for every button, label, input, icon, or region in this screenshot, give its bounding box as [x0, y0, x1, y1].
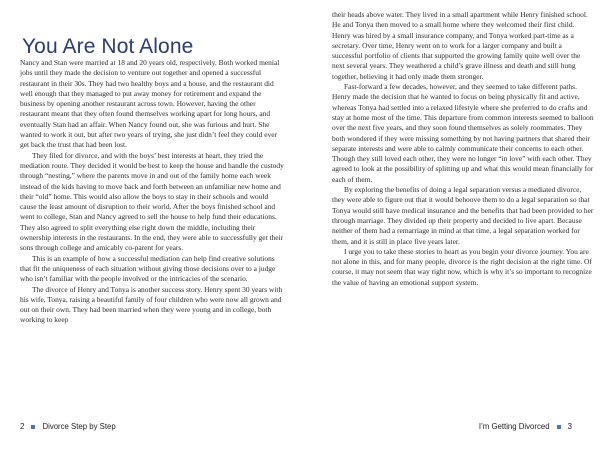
square-bullet-icon: [557, 425, 561, 429]
body-paragraph: This is an example of how a successful mediation can help find creative solutions that fit the uniqueness of each situation without giving those decisions over to a judge who isn’t familiar with the people involved or the intricacies of the scenario.: [20, 253, 276, 284]
left-page-footer: [20, 422, 116, 431]
body-paragraph: By exploring the benefits of doing a legal separation versus a mediated divorce, they were able to figure out that it would behoove them to do a legal separation so that Tonya would still have medical insurance and the benefits that had been provided to her through marriage. They divided up their property and decided to live apart. Because neither of them had a remarriage in mind at that time, a legal separation worked for them, and it is still in place five years later.: [332, 185, 594, 246]
body-paragraph: Fast-forward a few decades, however, and they seemed to take different paths. Henry made the decision that he wanted to focus on being physically fit and active, whereas Tonya had settled into a relaxed lifestyle where she preferred to do crafts and stay at home most of the time. This departure from common interests seemed to balloon over the next five years, and they soon found themselves as solely roommates. They both wondered if they were missing something by not having partners that shared their separate interests and were able to calmly communicate their concerns to each other. Though they still loved each other, they were no longer “in love” with each other. They agreed to look at the possibility of splitting up and what this would mean financially for each of them.: [332, 82, 594, 184]
square-bullet-icon: [31, 425, 35, 429]
running-title: Divorce Step by Step: [42, 422, 116, 431]
section-heading: You Are Not Alone: [22, 35, 194, 58]
right-page: [300, 0, 600, 450]
page-number: 2: [20, 422, 25, 431]
running-title: I’m Getting Divorced: [478, 422, 550, 431]
body-paragraph: Nancy and Stan were married at 18 and 20 years old, respectively. Both worked menial jobs until they made the decision to venture out together and opened a successful restaurant in their 30s. They had two healthy boys and a house, and the restaurant did well enough that they managed to put away money for retirement and expand the business by opening another restaurant across town. However, having the other restaurant meant that they often found themselves working apart for long hours, and eventually Stan had an affair. When Nancy found out, she was furious and hurt. She wanted to work it out, but after two years of trying, she just didn’t feel they could ever get back the trust that had been lost.: [20, 58, 280, 150]
body-paragraph: The divorce of Henry and Tonya is another success story. Henry spent 30 years with his wife, Tonya, raising a beautiful family of four children who were now all grown and out on their own. They had been married when they were young and in college, both working to keep: [20, 284, 283, 325]
right-page-footer: [479, 422, 572, 431]
body-paragraph: their heads above water. They lived in a small apartment while Henry finished school. He and Tonya then moved to a small home where they welcomed their first child. Henry was hired by a small insurance company, and Tonya worked part-time as a secretary. Over time, Henry went on to work for a larger company and built a successful portfolio of clients that supported the growing family quite well over the next several years. They weathered a child’s grave illness and death and still hung together, believing it had only made them stronger.: [332, 10, 588, 81]
left-page-body: [20, 58, 284, 326]
body-paragraph: I urge you to take these stories to heart as you begin your divorce journey. You are not alone in this, and for many people, divorce is the right decision at the right time. Of course, it may not seem that way right now, which is why it’s so important to recognize the value of having an emotional support system.: [332, 246, 592, 287]
body-paragraph: They filed for divorce, and with the boys’ best interests at heart, they tried the mediation route. They decided it would be best to keep the house and handle the custody through “nesting,” where the parents move in and out of the family home each week instead of the kids having to move back and forth between an unfamiliar new home and their “old” home. This would also allow the boys to stay in their schools and would cause the least amount of disruption to their world. After the boys finished school and went to college, Stan and Nancy agreed to sell the house to help fund their educations. They also agreed to split everything else right down the middle, including their ownership interests in the restaurants. In the end, they were able to successfully get their sons through college and amicably co-parent for years.: [20, 150, 284, 253]
right-page-body: [332, 10, 594, 288]
page-number: 3: [567, 422, 572, 431]
